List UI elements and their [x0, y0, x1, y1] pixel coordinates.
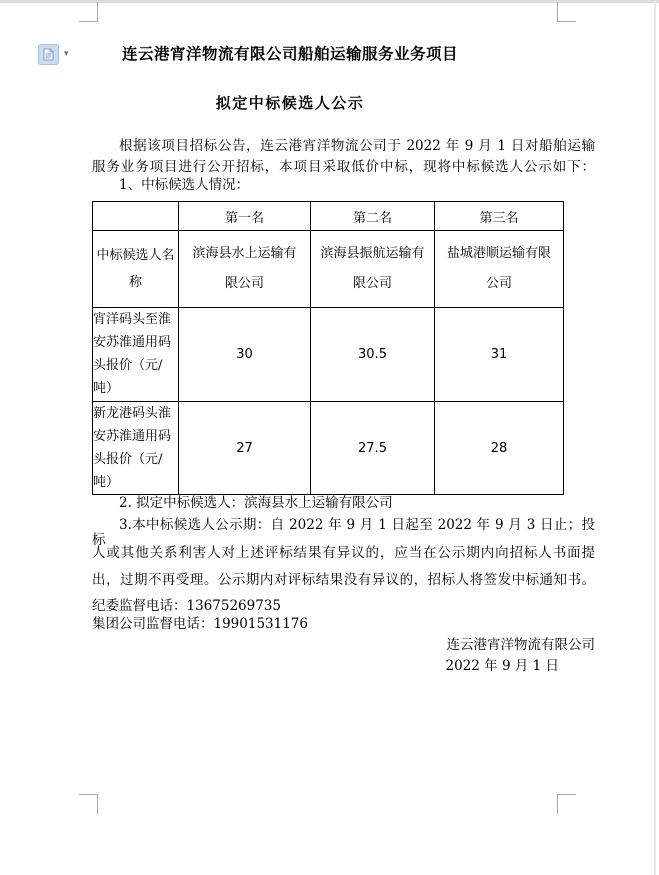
table-row-price-xiaoyang	[93, 308, 564, 402]
row-label-price-xiaoyang: 宵洋码头至淮安苏淮通用码头报价（元/吨）	[93, 308, 179, 402]
row-label-price-xinlonggang: 新龙港码头淮安苏淮通用码头报价（元/吨）	[93, 402, 179, 495]
price-xinlonggang-candidate-1: 27	[179, 402, 311, 495]
candidate-2-name: 滨海县振航运输有限公司	[311, 231, 435, 308]
crop-mark-top-right	[557, 2, 576, 22]
bid-candidates-table	[92, 201, 564, 495]
paragraph-1-line-2: 服务业务项目进行公开招标，本项目采取低价中标，现将中标候选人公示如下：	[92, 159, 595, 175]
table-row-candidate-names	[93, 231, 564, 308]
group-supervision-phone: 集团公司监督电话：19901531176	[92, 616, 308, 632]
paragraph-3-line-3: 出，过期不再受理。公示期内对评标结果没有异议的，招标人将签发中标通知书。	[92, 572, 595, 588]
crop-mark-top-left	[79, 2, 98, 22]
candidate-1-name: 滨海县水上运输有限公司	[179, 231, 311, 308]
table-header-rank-2: 第二名	[311, 202, 435, 231]
paragraph-3-line-1: 3.本中标候选人公示期：自 2022 年 9 月 1 日起至 2022 年 9 月 3 日止；投标	[92, 517, 595, 548]
paste-dropdown-arrow-icon[interactable]: ▾	[64, 49, 69, 59]
crop-mark-bottom-right	[557, 794, 576, 814]
price-xinlonggang-candidate-2: 27.5	[311, 402, 435, 495]
row-label-candidate-name: 中标候选人名称	[93, 231, 179, 308]
price-xiaoyang-candidate-2: 30.5	[311, 308, 435, 402]
paragraph-3-line-2: 人或其他关系利害人对上述评标结果有异议的，应当在公示期内向招标人书面提	[92, 545, 595, 561]
doc-title: 连云港宵洋物流有限公司船舶运输服务业务项目	[121, 44, 458, 63]
doc-subtitle: 拟定中标候选人公示	[215, 94, 365, 112]
signature-company: 连云港宵洋物流有限公司	[446, 637, 595, 653]
discipline-supervision-phone: 纪委监督电话：13675269735	[92, 598, 281, 614]
list-item-2: 2. 拟定中标候选人：滨海县水上运输有限公司	[119, 495, 393, 511]
crop-mark-bottom-left	[79, 794, 98, 814]
paragraph-1-line-1: 根据该项目招标公告，连云港宵洋物流公司于 2022 年 9 月 1 日对船舶运输	[119, 138, 595, 154]
table-header-rank-3: 第三名	[435, 202, 564, 231]
table-header-empty	[93, 202, 179, 231]
price-xinlonggang-candidate-3: 28	[435, 402, 564, 495]
table-row-price-xinlonggang	[93, 402, 564, 495]
price-xiaoyang-candidate-1: 30	[179, 308, 311, 402]
table-header-row	[93, 202, 564, 231]
table-header-rank-1: 第一名	[179, 202, 311, 231]
price-xiaoyang-candidate-3: 31	[435, 308, 564, 402]
list-item-1: 1、中标候选人情况：	[119, 177, 250, 193]
page-right-edge	[654, 0, 656, 875]
candidate-3-name: 盐城港顺运输有限公司	[435, 231, 564, 308]
signature-date: 2022 年 9 月 1 日	[445, 658, 559, 674]
